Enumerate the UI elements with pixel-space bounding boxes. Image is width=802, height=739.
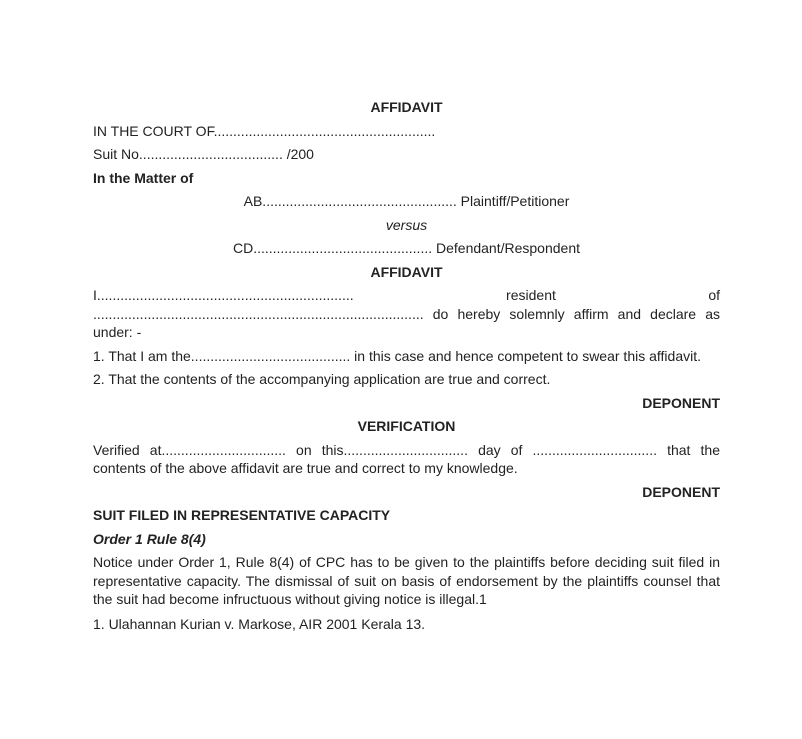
footnote-citation: 1. Ulahannan Kurian v. Markose, AIR 2001 Kerala 13.	[93, 615, 426, 632]
verification-heading: VERIFICATION	[357, 418, 456, 434]
representative-capacity-heading: SUIT FILED IN REPRESENTATIVE CAPACITY	[93, 507, 391, 523]
plaintiff-line: AB.................................................. Plaintiff/Petitioner	[243, 193, 570, 209]
affidavit-section-heading: AFFIDAVIT	[370, 263, 443, 280]
clause-2-paragraph: 2. That the contents of the accompanying application are true and correct.	[93, 371, 551, 387]
notice-paragraph: Notice under Order 1, Rule 8(4) of CPC has to be given to the plaintiffs before deciding suit filed in representative capacity. The dismissal of suit on basis of endorsement by the plaintiffs counsel that the suit had become infructuous without giving notice is illegal.1	[93, 554, 720, 607]
deponent-signature-1: DEPONENT	[642, 394, 720, 411]
versus-line: versus	[385, 216, 428, 233]
defendant-line: CD.............................................. Defendant/Respondent	[232, 240, 581, 256]
court-name-line: IN THE COURT OF.........................................................	[93, 122, 436, 139]
deponent-signature-2: DEPONENT	[642, 483, 720, 500]
verification-paragraph: Verified at................................ on this................................ day of ................................ that the contents of the above affidavit are true and correct to my knowledge.	[93, 441, 720, 476]
suit-number-line: Suit No..................................... /200	[93, 146, 314, 162]
declaration-paragraph: I.................................................................. resident of ..................................................................................... do hereby solemnly affirm and declare as under: -	[93, 287, 720, 340]
order-rule-heading: Order 1 Rule 8(4)	[93, 530, 206, 547]
matter-heading: In the Matter of	[93, 169, 194, 186]
clause-1-paragraph: 1. That I am the......................................... in this case and hence competent to swear this affidavit.	[93, 347, 701, 364]
document-title: AFFIDAVIT	[370, 99, 443, 115]
